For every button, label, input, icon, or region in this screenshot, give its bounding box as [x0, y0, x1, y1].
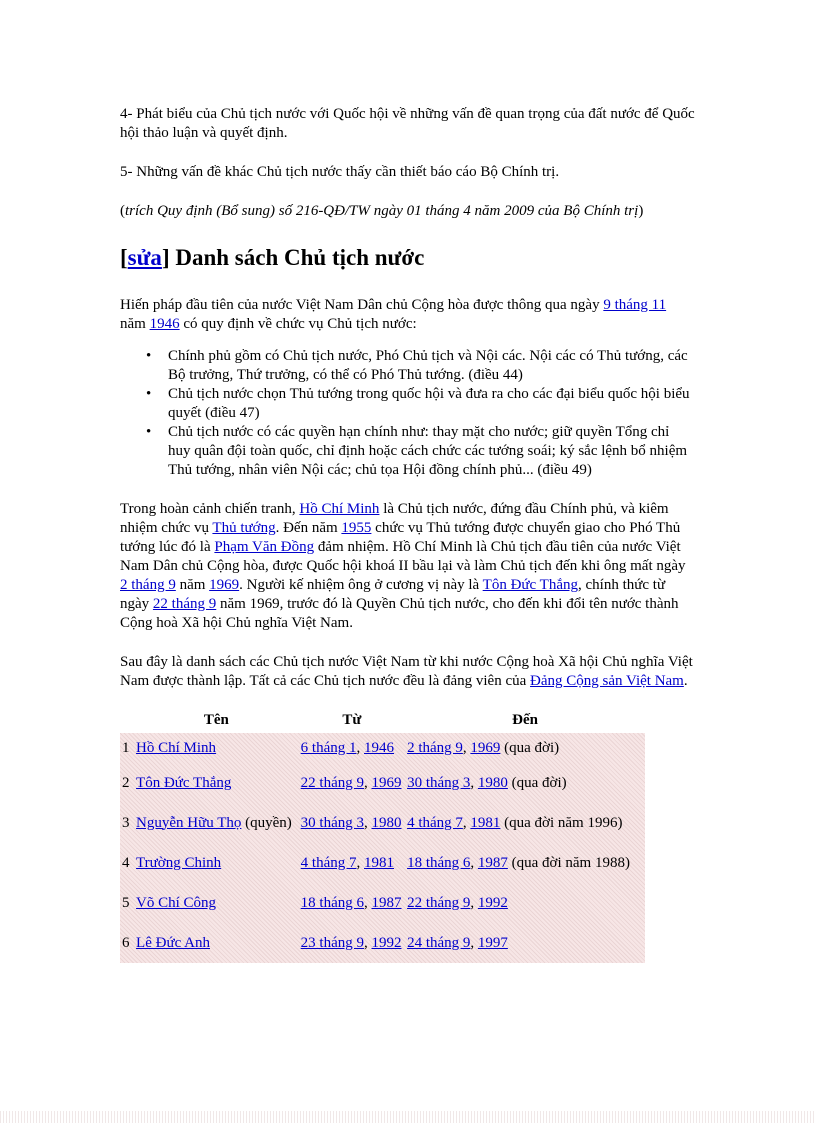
date-separator: ,: [462, 739, 471, 756]
presidents-table: [120, 709, 645, 963]
term-start-year-link[interactable]: 1969: [371, 774, 402, 791]
term-end-year-link[interactable]: 1981: [470, 814, 501, 831]
date-separator: ,: [364, 934, 372, 951]
term-end-cell: [405, 923, 645, 963]
date-separator: ,: [462, 814, 471, 831]
term-start-date-link[interactable]: 4 tháng 7: [300, 854, 357, 871]
president-name-cell: [134, 883, 299, 923]
president-name-cell: [134, 923, 299, 963]
table-row: [120, 763, 645, 803]
term-start-cell: [299, 843, 405, 883]
date-separator: ,: [356, 739, 364, 756]
date-separator: ,: [470, 774, 478, 791]
table-row: [120, 923, 645, 963]
table-header-row: [120, 709, 645, 733]
context-text-2: là Chủ tịch nước, đứng đầu Chính phủ, và kiêm nhiệm chức vụ: [120, 501, 669, 536]
term-end-date-link[interactable]: 22 tháng 9: [407, 894, 471, 911]
paragraph-item-4: 4- Phát biểu của Chủ tịch nước với Quốc hội về những vấn đề quan trọng của đất nước để Quốc hội thảo luận và quyết định.: [120, 106, 695, 141]
table-row: [120, 803, 645, 843]
term-end-cell: [405, 883, 645, 923]
table-row: [120, 883, 645, 923]
context-text-6: năm: [175, 577, 210, 593]
term-end-date-link[interactable]: 24 tháng 9: [407, 934, 471, 951]
row-number: 4: [122, 854, 130, 871]
date-link-9-thang-11[interactable]: 9 tháng 11: [603, 297, 667, 313]
context-text-3: . Đến năm: [275, 520, 342, 536]
intro-text-3: có quy định về chức vụ Chủ tịch nước:: [179, 316, 417, 332]
row-number: 3: [122, 814, 130, 831]
table-row: [120, 843, 645, 883]
president-name-link[interactable]: Võ Chí Công: [136, 894, 217, 911]
heading-bracket-close: ]: [161, 245, 170, 270]
term-end-date-link[interactable]: 30 tháng 3: [407, 774, 471, 791]
term-end-note: (qua đời năm 1996): [500, 814, 623, 831]
section-heading: [120, 243, 695, 273]
term-start-year-link[interactable]: 1946: [364, 739, 394, 756]
term-end-cell: [405, 763, 645, 803]
presidents-table-body: [120, 733, 645, 963]
term-start-date-link[interactable]: 22 tháng 9: [300, 774, 364, 791]
context-text-4: chức vụ Thủ tướng được chuyển giao cho Phó Thủ tướng lúc đó là: [120, 520, 681, 555]
heading-title: Danh sách Chủ tịch nước: [169, 245, 425, 270]
term-end-date-link[interactable]: 2 tháng 9: [407, 739, 463, 756]
row-number: 6: [122, 934, 130, 951]
link-1955[interactable]: 1955: [341, 520, 372, 536]
term-start-cell: [299, 763, 405, 803]
term-start-cell: [299, 803, 405, 843]
table-row: [120, 733, 645, 763]
note-open-paren: (: [120, 203, 125, 219]
intro-text-2: năm: [120, 316, 150, 332]
president-name-cell: [134, 803, 299, 843]
context-text-7: . Người kế nhiệm ông ở cương vị này là: [239, 577, 483, 593]
note-close-paren: ): [638, 203, 644, 219]
term-end-year-link[interactable]: 1992: [477, 894, 508, 911]
president-name-cell: [134, 763, 299, 803]
link-dang-cong-san[interactable]: Đảng Cộng sản Việt Nam: [530, 673, 684, 689]
link-ton-duc-thang[interactable]: Tôn Đức Thắng: [482, 577, 578, 593]
context-text-9: năm 1969, trước đó là Quyền Chủ tịch nước, cho đến khi đổi tên nước thành Cộng hoà Xã hội Chủ nghĩa Việt Nam.: [120, 596, 679, 631]
list-intro-paragraph: [120, 653, 695, 691]
president-name-note: (quyền): [241, 814, 292, 831]
paragraph-item-5: 5- Những vấn đề khác Chủ tịch nước thấy cần thiết báo cáo Bộ Chính trị.: [120, 164, 560, 180]
link-thu-tuong[interactable]: Thủ tướng: [212, 520, 276, 536]
link-pham-van-dong[interactable]: Phạm Văn Đồng: [214, 539, 315, 555]
term-end-date-link[interactable]: 18 tháng 6: [407, 854, 471, 871]
president-name-link[interactable]: Trường Chinh: [136, 854, 222, 871]
context-paragraph: [120, 500, 695, 633]
context-text-5: đảm nhiệm. Hồ Chí Minh là Chủ tịch đầu tiên của nước Việt Nam Dân chủ Cộng hòa, được Quốc hội khoá II bầu lại và làm Chủ tịch đến khi ông mất ngày: [120, 539, 686, 574]
column-header-from: Từ: [299, 709, 405, 733]
context-text-1: Trong hoàn cảnh chiến tranh,: [120, 501, 300, 517]
date-separator: ,: [470, 854, 478, 871]
term-start-date-link[interactable]: 23 tháng 9: [300, 934, 364, 951]
link-22-thang-9[interactable]: 22 tháng 9: [152, 596, 217, 612]
row-number: 2: [122, 774, 130, 791]
term-end-year-link[interactable]: 1969: [470, 739, 501, 756]
term-end-cell: [405, 733, 645, 763]
link-ho-chi-minh[interactable]: Hồ Chí Minh: [299, 501, 380, 517]
list-item: • Chủ tịch nước có các quyền hạn chính như: thay mặt cho nước; giữ quyền Tổng chỉ huy quân đội toàn quốc, chỉ định hoặc cách chức các tướng soái; ký sắc lệnh bổ nhiệm Thủ tướng, nhân viên Nội các; chủ tọa Hội đồng chính phủ... (điều 49): [168, 423, 695, 480]
link-2-thang-9[interactable]: 2 tháng 9: [120, 577, 176, 593]
president-name-link[interactable]: Hồ Chí Minh: [136, 739, 217, 756]
term-start-year-link[interactable]: 1992: [371, 934, 402, 951]
context-text-8: , chính thức từ ngày: [120, 577, 666, 612]
term-start-date-link[interactable]: 18 tháng 6: [300, 894, 364, 911]
term-start-cell: [299, 733, 405, 763]
source-note: [120, 202, 695, 221]
date-separator: ,: [470, 934, 478, 951]
column-header-number: [120, 709, 134, 733]
row-number: 5: [122, 894, 130, 911]
president-name-cell: [134, 733, 299, 763]
constitution-bullet-list: [120, 347, 695, 480]
document-content: [120, 95, 695, 963]
date-separator: ,: [364, 894, 372, 911]
term-end-year-link[interactable]: 1980: [477, 774, 508, 791]
date-separator: ,: [356, 854, 364, 871]
list-item: • Chính phủ gồm có Chủ tịch nước, Phó Chủ tịch và Nội các. Nội các có Thủ tướng, các Bộ trưởng, Thứ trưởng, có thể có Phó Thủ tướng. (điều 44): [168, 347, 695, 385]
term-end-cell: [405, 803, 645, 843]
term-start-date-link[interactable]: 6 tháng 1: [300, 739, 357, 756]
row-number: 1: [122, 739, 130, 756]
column-header-name: Tên: [134, 709, 299, 733]
term-end-note: (qua đời): [507, 774, 567, 791]
term-end-year-link[interactable]: 1997: [477, 934, 508, 951]
intro-paragraph: [120, 296, 695, 334]
term-start-cell: [299, 883, 405, 923]
link-1969[interactable]: 1969: [209, 577, 240, 593]
term-start-year-link[interactable]: 1987: [371, 894, 402, 911]
date-separator: ,: [364, 814, 372, 831]
date-separator: ,: [364, 774, 372, 791]
date-separator: ,: [470, 894, 478, 911]
term-start-year-link[interactable]: 1981: [364, 854, 394, 871]
president-name-cell: [134, 843, 299, 883]
term-end-year-link[interactable]: 1987: [477, 854, 508, 871]
page-bottom-edge: [0, 1111, 816, 1123]
term-end-cell: [405, 843, 645, 883]
president-name-link[interactable]: Lê Đức Anh: [136, 934, 210, 951]
note-text: trích Quy định (Bổ sung) số 216-QĐ/TW ngày 01 tháng 4 năm 2009 của Bộ Chính trị: [125, 203, 639, 219]
list-intro-text-2: .: [683, 673, 688, 689]
president-name-link[interactable]: Nguyễn Hữu Thọ: [136, 814, 242, 831]
term-start-date-link[interactable]: 30 tháng 3: [300, 814, 364, 831]
heading-bracket-open: [: [120, 245, 128, 270]
intro-text-1: Hiến pháp đầu tiên của nước Việt Nam Dân chủ Cộng hòa được thông qua ngày: [120, 297, 604, 313]
term-start-year-link[interactable]: 1980: [371, 814, 402, 831]
term-end-note: (qua đời năm 1988): [507, 854, 630, 871]
term-start-cell: [299, 923, 405, 963]
year-link-1946[interactable]: 1946: [149, 316, 180, 332]
term-end-note: (qua đời): [500, 739, 560, 756]
term-end-date-link[interactable]: 4 tháng 7: [407, 814, 463, 831]
list-item: • Chủ tịch nước chọn Thủ tướng trong quốc hội và đưa ra cho các đại biểu quốc hội biểu quyết (điều 47): [168, 385, 695, 423]
president-name-link[interactable]: Tôn Đức Thắng: [136, 774, 232, 791]
edit-section-link[interactable]: sửa: [127, 245, 162, 270]
column-header-to: Đến: [405, 709, 645, 733]
list-intro-text-1: Sau đây là danh sách các Chủ tịch nước Việt Nam từ khi nước Cộng hoà Xã hội Chủ nghĩa Việt Nam được thành lập. Tất cả các Chủ tịch nước đều là đảng viên của: [120, 654, 693, 689]
